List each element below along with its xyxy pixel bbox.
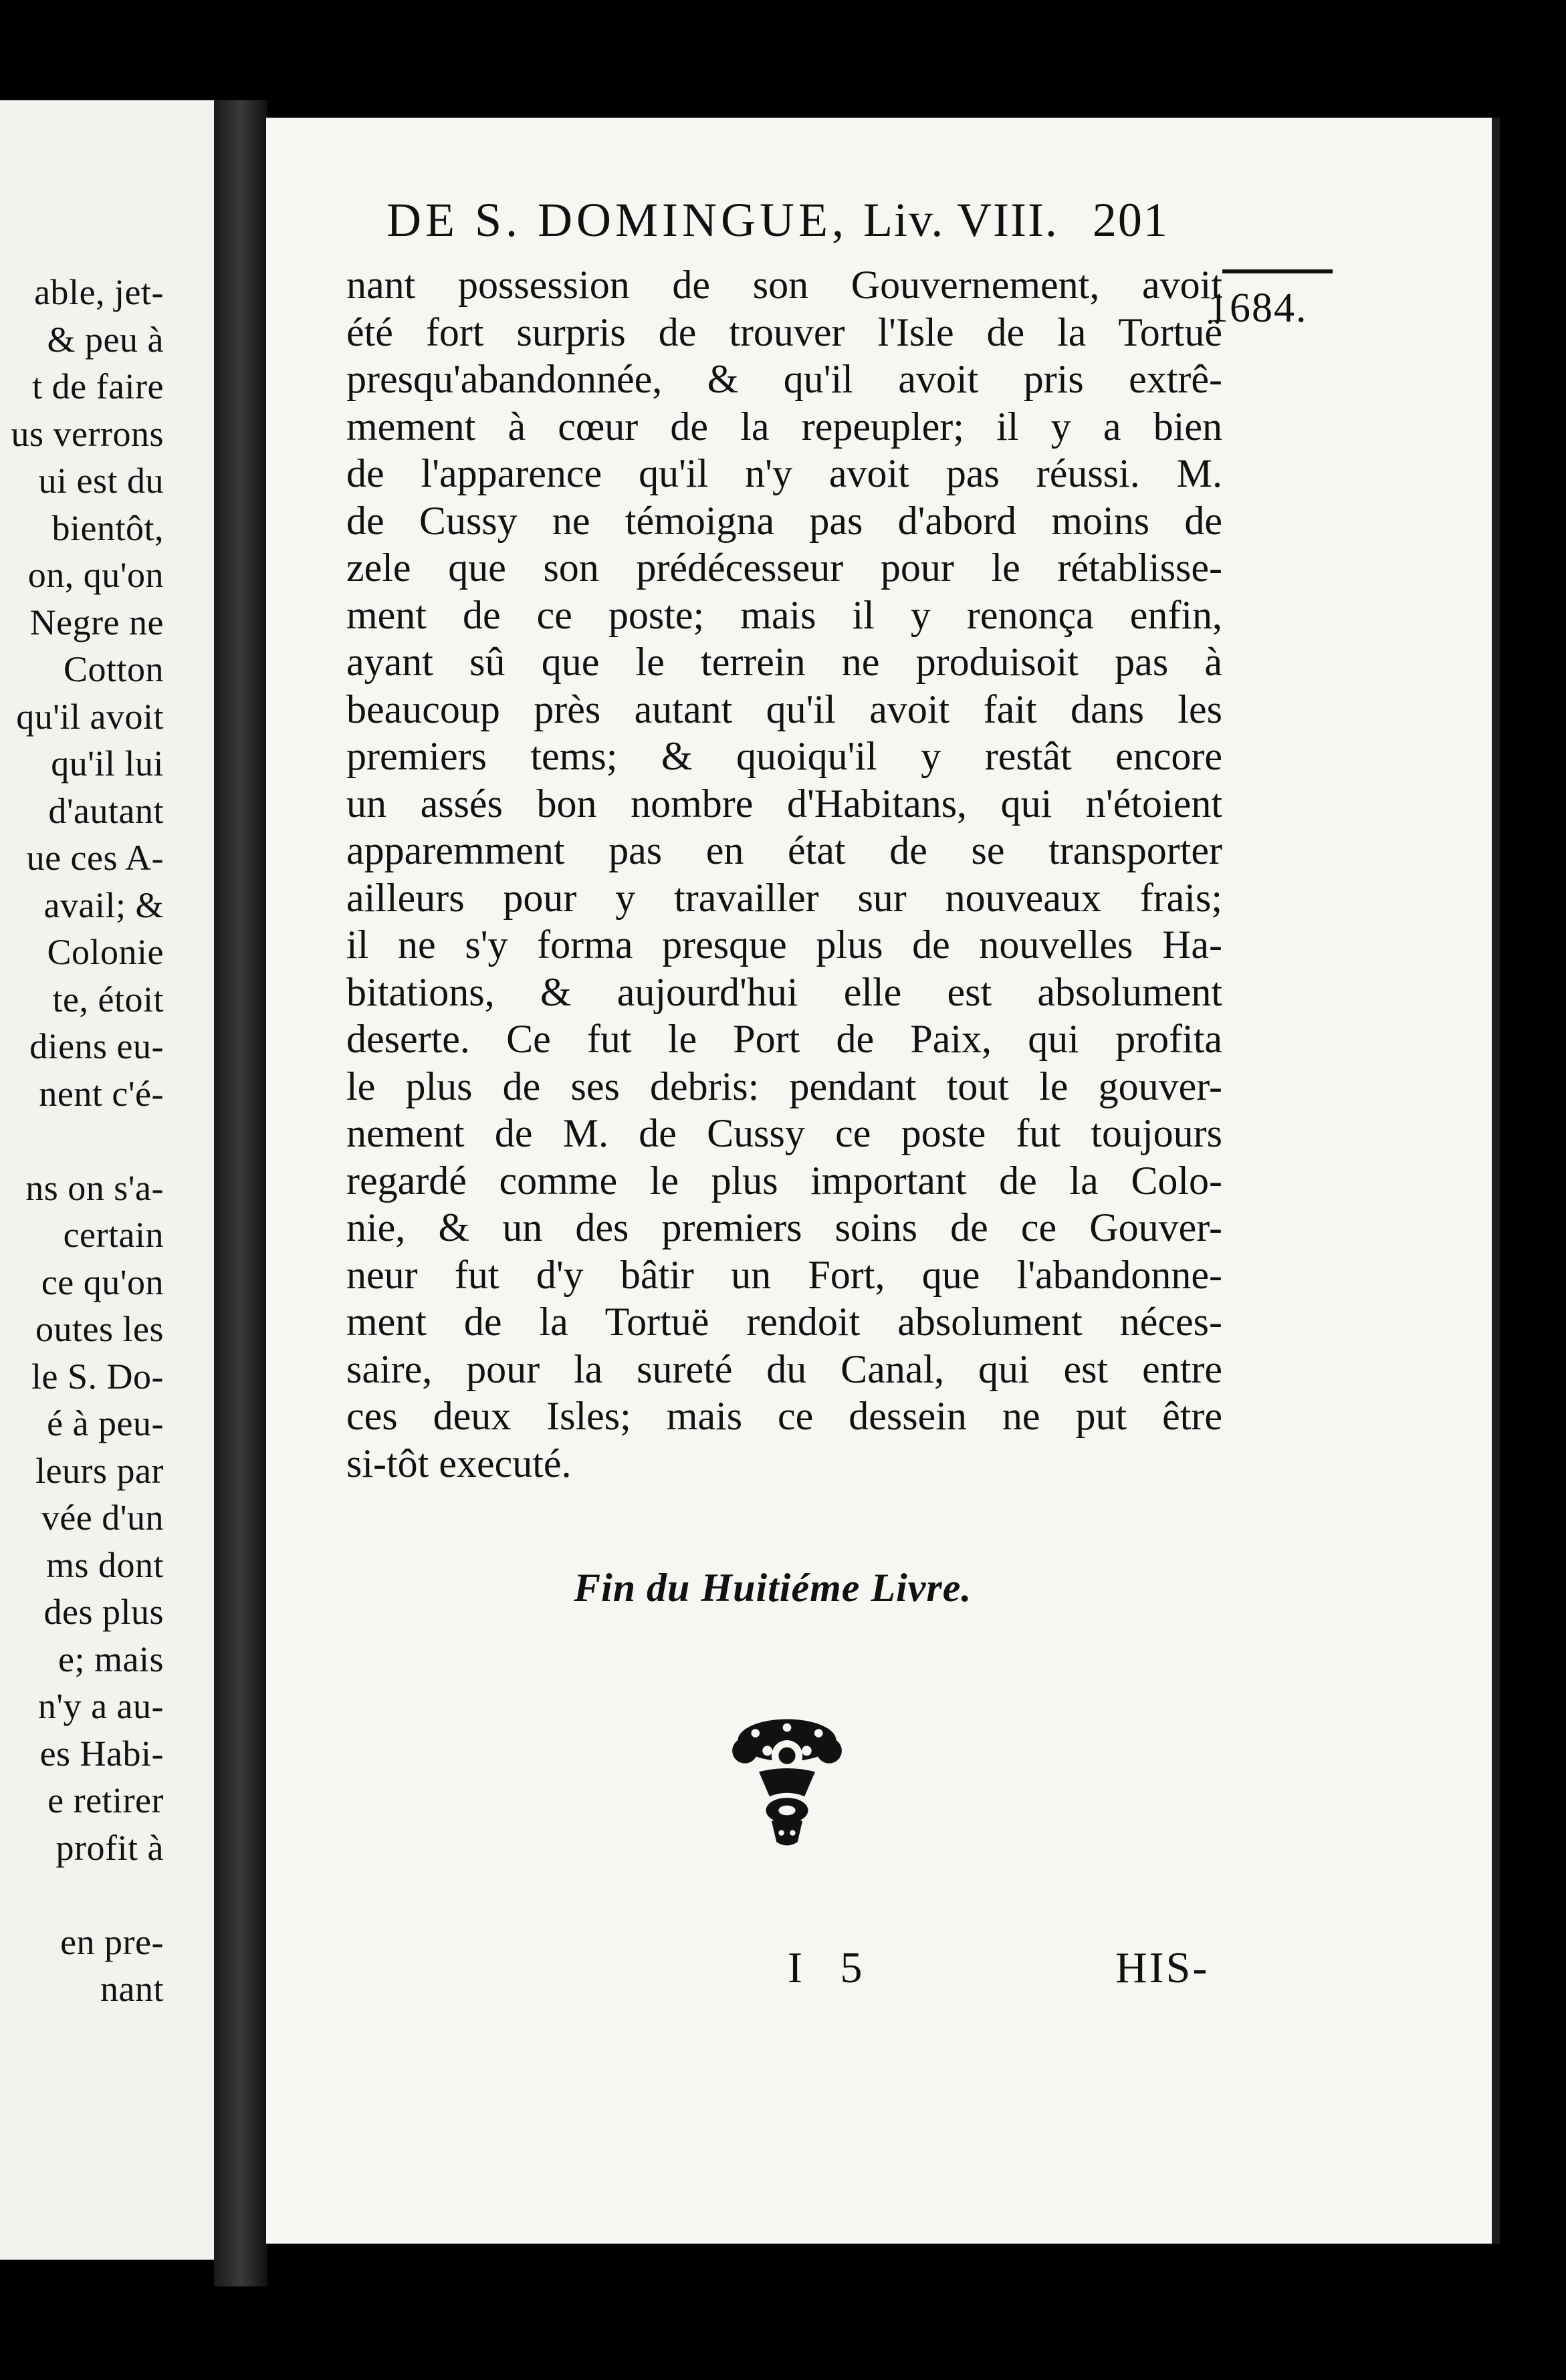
left-page-line: leurs par: [35, 1450, 164, 1491]
catchword: HIS-: [1115, 1943, 1210, 1992]
left-page-line: [0, 1871, 164, 1919]
body-line: regardé comme le plus important de la Colo-: [346, 1158, 1222, 1203]
left-page-line: qu'il avoit: [16, 696, 164, 737]
left-page-line: ue ces A-: [26, 838, 164, 878]
body-text: [346, 261, 1222, 1487]
body-line: neur fut d'y bâtir un Fort, que l'abandonne-: [346, 1252, 1222, 1297]
body-line: presqu'abandonnée, & qu'il avoit pris extrê-: [346, 357, 1222, 401]
left-page-line: on, qu'on: [27, 555, 164, 595]
body-line: ment de ce poste; mais il y renonça enfin,: [346, 592, 1222, 637]
left-page-line: des plus: [43, 1592, 164, 1632]
left-page-line: diens eu-: [29, 1026, 164, 1066]
left-page-line: able, jet-: [34, 272, 164, 312]
body-line: saire, pour la sureté du Canal, qui est entre: [346, 1346, 1222, 1391]
left-page-line: d'autant: [48, 790, 164, 831]
left-page-line: nant: [100, 1969, 164, 2009]
body-line: le plus de ses debris: pendant tout le gouver-: [346, 1064, 1222, 1108]
body-line: ailleurs pour y travailler sur nouveaux frais;: [346, 875, 1222, 920]
margin-rule: [1222, 269, 1333, 273]
left-page-line: avail; &: [43, 884, 164, 925]
left-page-line: n'y a au-: [37, 1686, 164, 1726]
left-page-line: Colonie: [47, 932, 164, 972]
left-page-line: Negre ne: [29, 602, 164, 642]
body-line: apparemment pas en état de se transporter: [346, 828, 1222, 872]
body-line: il ne s'y forma presque plus de nouvelles Ha-: [346, 923, 1222, 967]
running-head-title: DE S. DOMINGUE,: [386, 193, 848, 247]
left-page-line: en pre-: [60, 1921, 164, 1962]
body-line: nant possession de son Gouvernement, avoit: [346, 263, 1222, 307]
body-line: nement de M. de Cussy ce poste fut toujours: [346, 1111, 1222, 1155]
left-page-text: [0, 269, 164, 2013]
body-line: mement à cœur de la repeupler; il y a bien: [346, 404, 1222, 449]
left-page-line: bientôt,: [51, 507, 164, 548]
left-page-line: e retirer: [47, 1780, 164, 1820]
left-page-line: e; mais: [58, 1639, 164, 1679]
right-page: [266, 118, 1500, 2244]
left-page-line: nent c'é-: [39, 1073, 164, 1114]
left-page-line: é à peu-: [47, 1403, 164, 1443]
body-line: zele que son prédécesseur pour le rétablisse-: [346, 546, 1222, 590]
left-page-line: vée d'un: [41, 1498, 164, 1538]
left-page-line: es Habi-: [39, 1733, 164, 1774]
left-page-line: us verrons: [11, 413, 164, 454]
left-page-line: ce qu'on: [41, 1262, 164, 1302]
left-page-line: certain: [63, 1215, 164, 1255]
left-page-line: te, étoit: [52, 979, 164, 1020]
left-page-line: ns on s'a-: [25, 1167, 164, 1208]
left-page-line: le S. Do-: [31, 1356, 164, 1397]
body-line: si-tôt executé.: [346, 1441, 572, 1485]
body-line: beaucoup près autant qu'il avoit fait dans les: [346, 687, 1222, 731]
left-page-line: t de faire: [32, 366, 164, 406]
body-line: deserte. Ce fut le Port de Paix, qui profita: [346, 1017, 1222, 1061]
running-head: [386, 193, 1483, 248]
left-page-line: & peu à: [47, 319, 164, 360]
body-line: ces deux Isles; mais ce dessein ne put être: [346, 1394, 1222, 1438]
body-line: de l'apparence qu'il n'y avoit pas réussi. M.: [346, 451, 1222, 495]
end-of-book-note: Fin du Huitiéme Livre.: [574, 1566, 972, 1610]
body-line: premiers tems; & quoiqu'il y restât encore: [346, 734, 1222, 778]
left-page-line: qu'il lui: [51, 743, 164, 784]
margin-year: 1684.: [1208, 285, 1308, 331]
left-page-line: [0, 1117, 164, 1165]
book-gutter: [214, 100, 267, 2286]
body-line: un assés bon nombre d'Habitans, qui n'étoient: [346, 781, 1222, 826]
floral-tailpiece-ornament-icon: [717, 1712, 857, 1853]
body-line: de Cussy ne témoigna pas d'abord moins de: [346, 498, 1222, 543]
running-head-book: Liv. VIII.: [863, 193, 1058, 247]
left-page: [0, 100, 248, 2260]
body-line: ayant sû que le terrein ne produisoit pas à: [346, 640, 1222, 684]
signature-mark: I 5: [788, 1943, 876, 1992]
body-line: été fort surpris de trouver l'Isle de la Tortuë: [346, 310, 1222, 354]
left-page-line: Cotton: [63, 649, 164, 689]
left-page-line: ms dont: [45, 1544, 164, 1585]
body-line: nie, & un des premiers soins de ce Gouver-: [346, 1205, 1222, 1250]
page-number: 201: [1092, 193, 1169, 247]
left-page-line: ui est du: [38, 461, 164, 501]
left-page-line: outes les: [35, 1309, 164, 1349]
left-page-line: profit à: [55, 1827, 164, 1868]
body-line: bitations, & aujourd'hui elle est absolument: [346, 969, 1222, 1014]
body-line: ment de la Tortuë rendoit absolument néces-: [346, 1300, 1222, 1344]
